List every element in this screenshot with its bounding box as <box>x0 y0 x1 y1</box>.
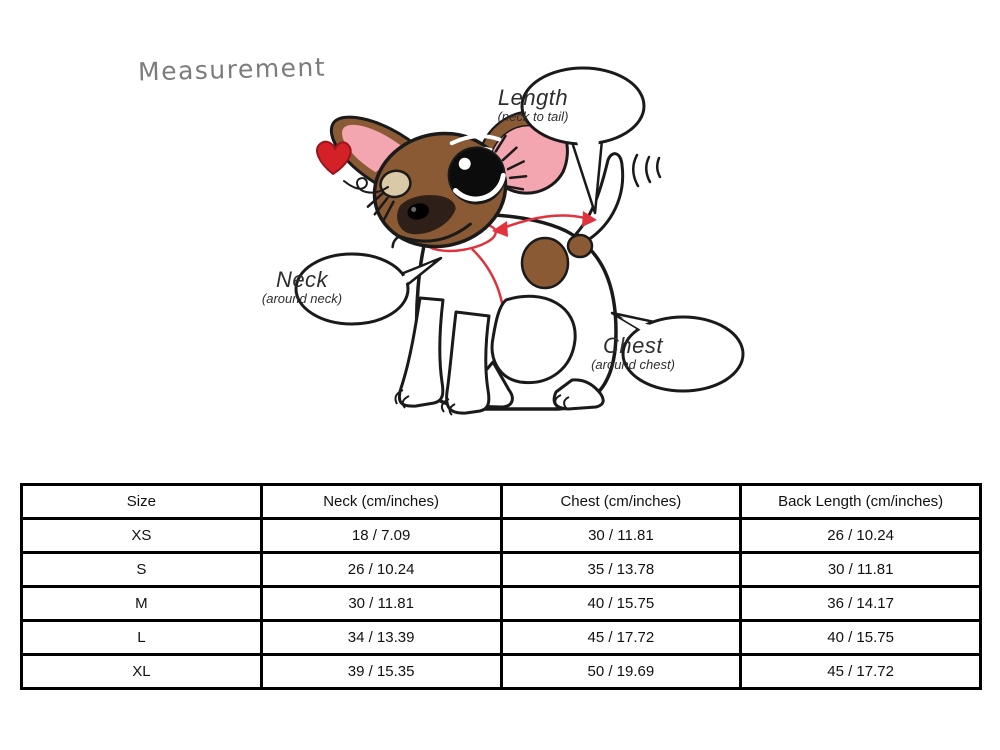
bubble-neck-sub: (around neck) <box>261 291 343 307</box>
header-row <box>22 485 981 519</box>
column-header: Neck (cm/inches) <box>261 485 501 519</box>
column-header: Size <box>22 485 262 519</box>
table-row <box>22 655 981 689</box>
bubble-length-label: Length <box>497 85 569 110</box>
table-cell: 45 / 17.72 <box>501 621 741 655</box>
table-row <box>22 553 981 587</box>
dog-measurement-illustration <box>255 52 785 487</box>
table-cell: 30 / 11.81 <box>501 519 741 553</box>
table-cell: 34 / 13.39 <box>261 621 501 655</box>
table-cell: 50 / 19.69 <box>501 655 741 689</box>
table-cell: 35 / 13.78 <box>501 553 741 587</box>
table-cell: 40 / 15.75 <box>741 621 981 655</box>
table-cell: S <box>22 553 262 587</box>
page-title: Measurement <box>137 52 327 87</box>
bubble-chest-label: Chest <box>603 333 663 358</box>
table-cell: 40 / 15.75 <box>501 587 741 621</box>
column-header: Chest (cm/inches) <box>501 485 741 519</box>
table-cell: XS <box>22 519 262 553</box>
bubble-neck-label: Neck <box>275 267 329 292</box>
table-cell: M <box>22 587 262 621</box>
table-cell: 45 / 17.72 <box>741 655 981 689</box>
table-cell: 26 / 10.24 <box>261 553 501 587</box>
table-cell: 18 / 7.09 <box>261 519 501 553</box>
size-chart-table <box>20 483 982 690</box>
bubble-chest-sub: (around chest) <box>591 357 675 373</box>
table-cell: 30 / 11.81 <box>261 587 501 621</box>
table-row <box>22 519 981 553</box>
speech-bubble-chest <box>612 313 743 391</box>
table-row <box>22 587 981 621</box>
bubble-length-sub: (neck to tail) <box>497 109 569 125</box>
table-cell: 39 / 15.35 <box>261 655 501 689</box>
table-row <box>22 621 981 655</box>
column-header: Back Length (cm/inches) <box>741 485 981 519</box>
table-cell: L <box>22 621 262 655</box>
table-cell: 36 / 14.17 <box>741 587 981 621</box>
table-cell: XL <box>22 655 262 689</box>
table-cell: 30 / 11.81 <box>741 553 981 587</box>
dog-illustration <box>255 52 785 487</box>
table-cell: 26 / 10.24 <box>741 519 981 553</box>
